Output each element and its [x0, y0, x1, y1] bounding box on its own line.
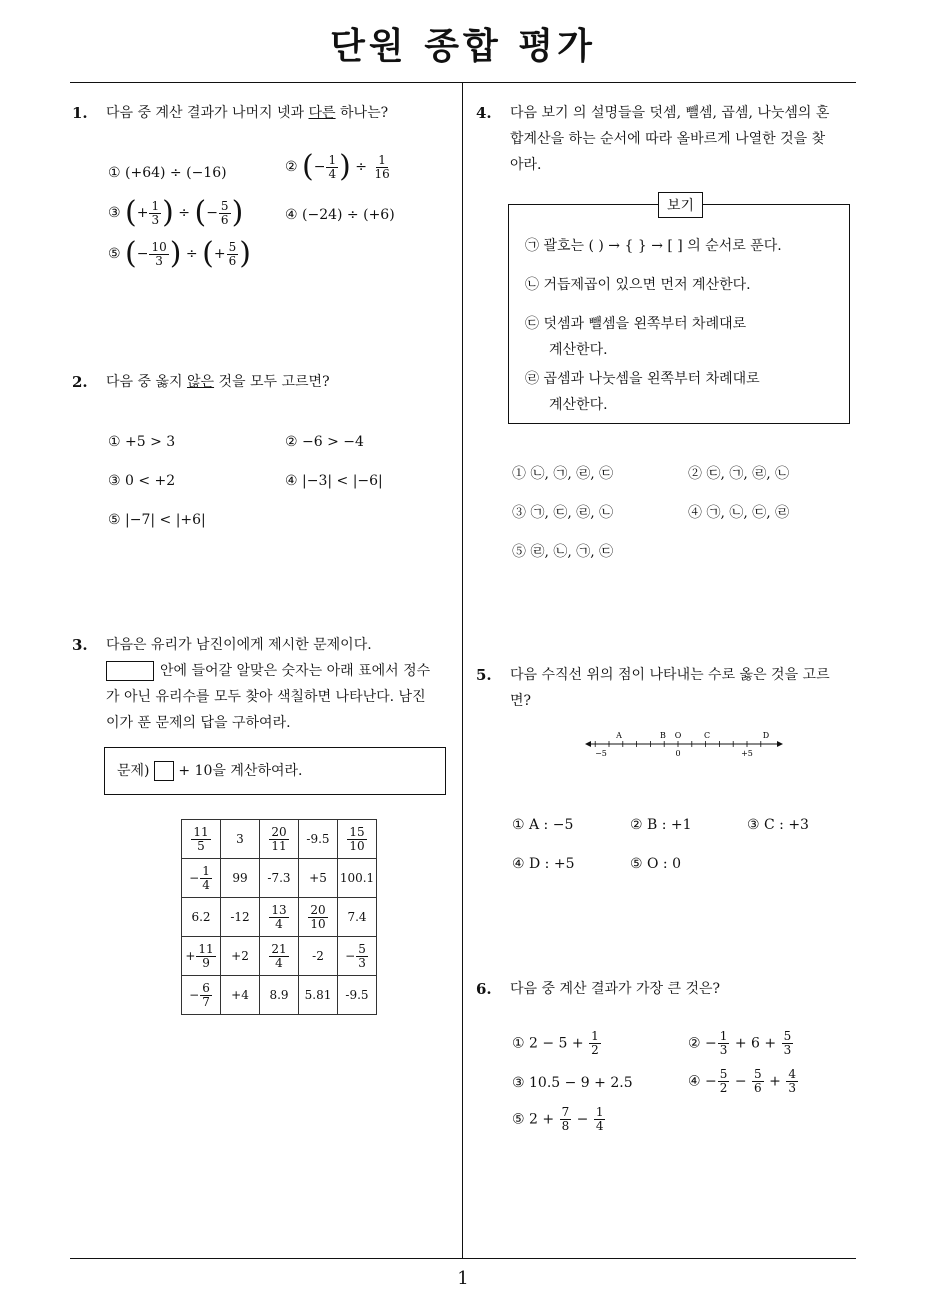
grid-row — [182, 898, 377, 937]
question-number: 6. — [476, 980, 492, 998]
problem-box — [104, 747, 446, 795]
option-3[interactable]: ③ (+ $\frac{1}{3}$ ) ÷ (− $\frac{5}{6}$ ) — [108, 195, 244, 230]
page-number: 1 — [457, 1268, 469, 1289]
grid-row — [182, 937, 377, 976]
grid-cell: 99 — [221, 859, 260, 898]
grid-cell: $\frac{13}{4}$ — [260, 898, 299, 937]
question-text-line: 면? — [510, 693, 532, 709]
question-text-line: 아라. — [510, 157, 542, 173]
bogi-item: ㉣ 곱셈과 나눗셈을 왼쪽부터 차례대로 — [525, 371, 760, 387]
number-grid — [181, 819, 377, 1015]
grid-row — [182, 820, 377, 859]
grid-cell: 7.4 — [338, 898, 377, 937]
point-label-o: O — [674, 731, 682, 740]
grid-cell: 5.81 — [299, 976, 338, 1015]
question-text: 다음 중 옳지 않은 것을 모두 고르면? — [106, 374, 330, 390]
grid-cell: − $\frac{5}{3}$ — [338, 937, 377, 976]
point-label-b: B — [660, 731, 666, 740]
grid-row — [182, 859, 377, 898]
grid-cell: -2 — [299, 937, 338, 976]
question-text: 다음 중 계산 결과가 가장 큰 것은? — [510, 981, 721, 997]
bogi-item: ㉡ 거듭제곱이 있으면 먼저 계산한다. — [525, 277, 751, 293]
grid-row — [182, 976, 377, 1015]
option-2[interactable]: ② − $\frac{1}{3}$ + 6 + $\frac{5}{3}$ — [688, 1029, 792, 1057]
grid-cell: + $\frac{11}{9}$ — [182, 937, 221, 976]
question-number: 3. — [72, 636, 88, 654]
option-3[interactable]: ③ 0 < +2 — [108, 473, 176, 489]
option-4[interactable]: ④ ㉠, ㉡, ㉢, ㉣ — [688, 505, 790, 521]
option-1[interactable]: ① A : −5 — [512, 817, 574, 833]
option-3[interactable]: ③ C : +3 — [747, 817, 809, 833]
grid-cell: $\frac{21}{4}$ — [260, 937, 299, 976]
option-1[interactable]: ① (+64) ÷ (−16) — [108, 165, 227, 181]
option-1[interactable]: ① ㉡, ㉠, ㉣, ㉢ — [512, 466, 614, 482]
option-2[interactable]: ② ㉢, ㉠, ㉣, ㉡ — [688, 466, 790, 482]
tick-label-0: 0 — [675, 749, 681, 758]
bogi-label: 보기 — [658, 192, 703, 218]
question-number: 1. — [72, 104, 88, 122]
question-number: 5. — [476, 666, 492, 684]
column-divider — [462, 82, 463, 1259]
question-text-line: 다음 보기 의 설명들을 덧셈, 뺄셈, 곱셈, 나눗셈의 혼 — [510, 105, 830, 121]
answer-blank — [106, 661, 154, 681]
grid-cell: -9.5 — [338, 976, 377, 1015]
grid-cell: +4 — [221, 976, 260, 1015]
option-5[interactable]: ⑤ ㉣, ㉡, ㉠, ㉢ — [512, 544, 614, 560]
option-4[interactable]: ④ D : +5 — [512, 856, 575, 872]
point-label-a: A — [616, 731, 622, 740]
bogi-item: 계산한다. — [549, 342, 608, 358]
bogi-item: ㉠ 괄호는 ( ) → { } → [ ] 의 순서로 푼다. — [525, 238, 782, 254]
option-5[interactable]: ⑤ |−7| < |+6| — [108, 512, 206, 528]
top-divider — [70, 82, 856, 83]
bogi-item: ㉢ 덧셈과 뺄셈을 왼쪽부터 차례대로 — [525, 316, 747, 332]
question-text-line: 합계산을 하는 순서에 따라 올바르게 나열한 것을 찾 — [510, 131, 826, 147]
grid-cell: $\frac{11}{5}$ — [182, 820, 221, 859]
question-text-line: 이가 푼 문제의 답을 구하여라. — [106, 715, 291, 731]
number-line — [585, 730, 785, 770]
page-title: 단원 종합 평가 — [330, 26, 596, 67]
option-3[interactable]: ③ 10.5 − 9 + 2.5 — [512, 1075, 633, 1091]
question-text-line: 안에 들어갈 알맞은 숫자는 아래 표에서 정수 — [106, 658, 430, 684]
answer-blank — [154, 761, 174, 781]
option-1[interactable]: ① +5 > 3 — [108, 434, 176, 450]
option-4[interactable]: ④ |−3| < |−6| — [285, 473, 383, 489]
grid-cell: +2 — [221, 937, 260, 976]
grid-cell: − $\frac{1}{4}$ — [182, 859, 221, 898]
grid-cell: 100.1 — [338, 859, 377, 898]
grid-cell: 3 — [221, 820, 260, 859]
option-2[interactable]: ② B : +1 — [630, 817, 692, 833]
grid-cell: 6.2 — [182, 898, 221, 937]
grid-cell: $\frac{20}{11}$ — [260, 820, 299, 859]
point-label-d: D — [762, 731, 770, 740]
bottom-divider — [70, 1258, 856, 1259]
question-text-line: 다음은 유리가 남진이에게 제시한 문제이다. — [106, 637, 372, 653]
grid-cell: − $\frac{6}{7}$ — [182, 976, 221, 1015]
question-text-line: 가 아닌 유리수를 모두 찾아 색칠하면 나타난다. 남진 — [106, 689, 426, 705]
option-2[interactable]: ② (− $\frac{1}{4}$ ) ÷ $\frac{1}{16}$ — [285, 149, 390, 184]
option-2[interactable]: ② −6 > −4 — [285, 434, 364, 450]
option-5[interactable]: ⑤ (− $\frac{10}{3}$ ) ÷ (+ $\frac{5}{6}$ ) — [108, 236, 251, 271]
problem-text: 문제) + 10을 계산하여라. — [117, 763, 303, 779]
tick-label-neg5: −5 — [595, 749, 607, 758]
question-number: 2. — [72, 373, 88, 391]
question-text: 다음 중 계산 결과가 나머지 넷과 다른 하나는? — [106, 105, 389, 121]
option-4[interactable]: ④ (−24) ÷ (+6) — [285, 207, 395, 223]
option-5[interactable]: ⑤ O : 0 — [630, 856, 682, 872]
option-3[interactable]: ③ ㉠, ㉢, ㉣, ㉡ — [512, 505, 614, 521]
bogi-item: 계산한다. — [549, 397, 608, 413]
grid-cell: +5 — [299, 859, 338, 898]
grid-cell: $\frac{20}{10}$ — [299, 898, 338, 937]
grid-cell: -7.3 — [260, 859, 299, 898]
question-text-line: 다음 수직선 위의 점이 나타내는 수로 옳은 것을 고르 — [510, 667, 830, 683]
grid-cell: -12 — [221, 898, 260, 937]
grid-cell: 8.9 — [260, 976, 299, 1015]
option-1[interactable]: ① 2 − 5 + $\frac{1}{2}$ — [512, 1029, 599, 1057]
grid-cell: $\frac{15}{10}$ — [338, 820, 377, 859]
point-label-c: C — [703, 731, 711, 740]
question-number: 4. — [476, 104, 492, 122]
option-5[interactable]: ⑤ 2 + $\frac{7}{8}$ − $\frac{1}{4}$ — [512, 1105, 604, 1133]
grid-cell: -9.5 — [299, 820, 338, 859]
tick-label-pos5: +5 — [741, 749, 753, 758]
option-4[interactable]: ④ − $\frac{5}{2}$ − $\frac{5}{6}$ + $\frac{4}{3}$ — [688, 1067, 796, 1095]
